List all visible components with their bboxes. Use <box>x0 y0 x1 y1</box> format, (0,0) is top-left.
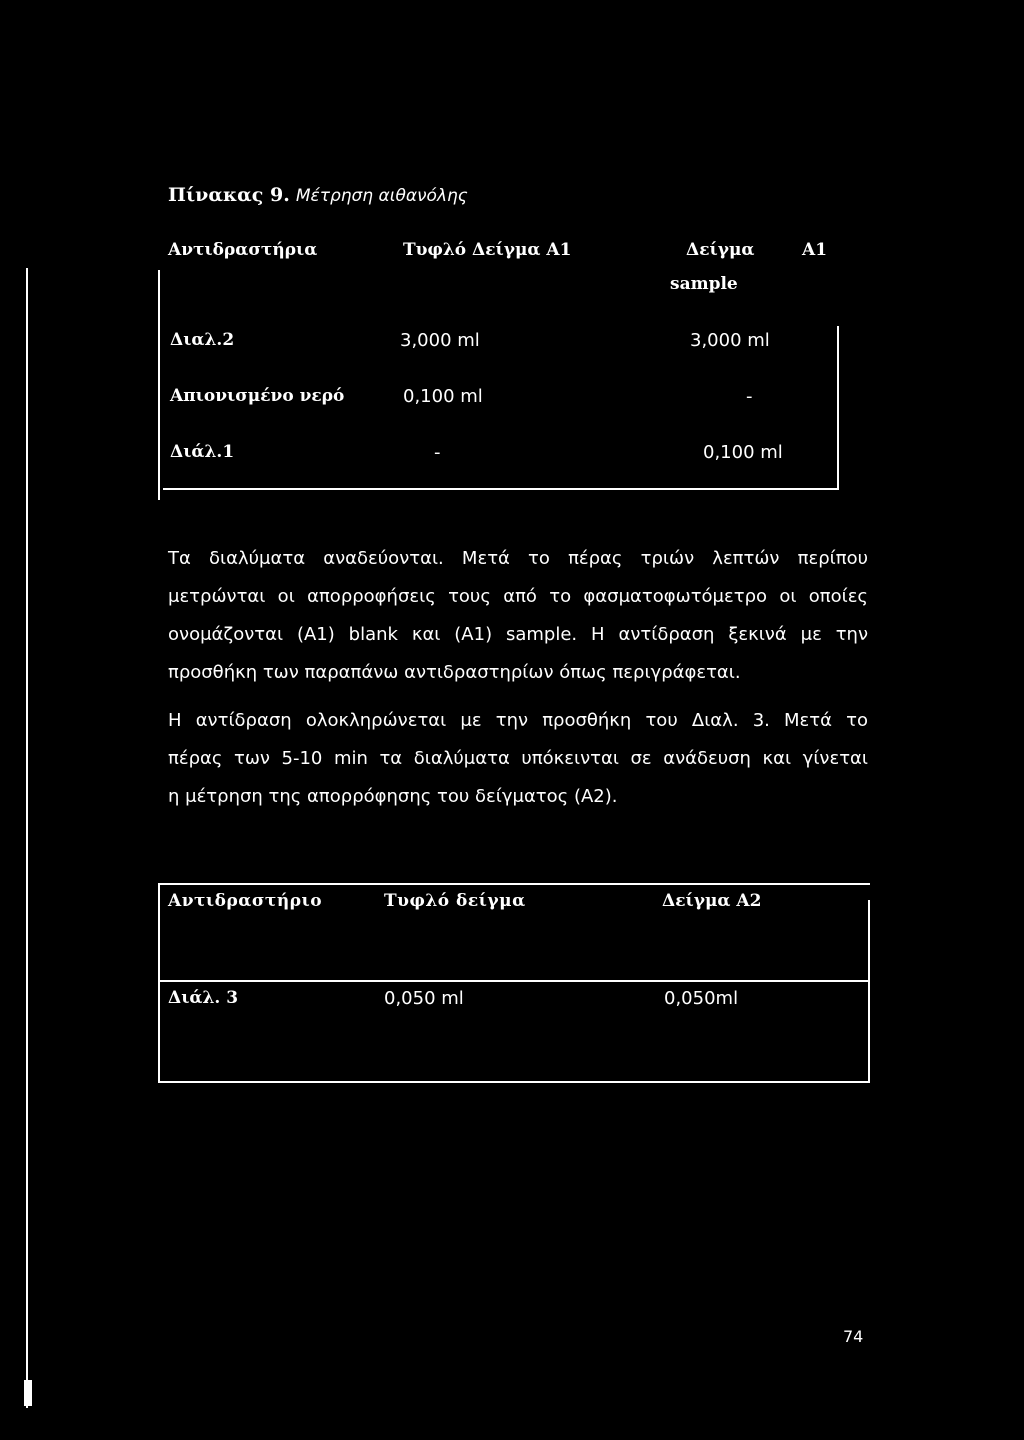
row-blank-value: 0,100 ml <box>403 386 483 407</box>
table2-header-blank: Τυφλό δείγμα <box>384 891 526 911</box>
paragraph-line: Τα διαλύματα αναδεύονται. Μετά το πέρας τριών λεπτών περίπου <box>168 548 868 569</box>
page-margin-rule <box>26 268 28 1408</box>
row-label: Απιονισμένο νερό <box>170 386 345 406</box>
paragraph-line: η μέτρηση της απορρόφησης του δείγματος (Α2). <box>168 786 618 807</box>
header-sample-word: Δείγμα <box>686 240 755 260</box>
row-sample-value: - <box>746 386 753 407</box>
table2-header-sample: Δείγμα Α2 <box>662 891 762 911</box>
paragraph-procedure <box>168 540 868 692</box>
page-margin-mark <box>24 1380 32 1406</box>
header-reagents: Αντιδραστήρια <box>168 240 318 260</box>
row-blank-value: - <box>434 442 441 463</box>
caption-number: Πίνακας 9. <box>168 184 290 206</box>
header-blank-a1: Τυφλό Δείγμα Α1 <box>403 240 572 260</box>
paragraph-line: προσθήκη των παραπάνω αντιδραστηρίων όπως περιγράφεται. <box>168 662 741 683</box>
paragraph-reaction <box>168 702 868 816</box>
row-label: Διαλ.2 <box>170 330 235 350</box>
header-sample-sub: sample <box>670 274 738 294</box>
paragraph-line: μετρώνται οι απορροφήσεις τους από το φασματοφωτόμετρο οι οποίες <box>168 586 868 607</box>
header-sample-code: Α1 <box>802 240 828 260</box>
row-blank-value: 3,000 ml <box>400 330 480 351</box>
table-caption <box>168 184 468 206</box>
table2-row-sample: 0,050ml <box>664 988 739 1009</box>
row-sample-value: 3,000 ml <box>690 330 770 351</box>
page-number: 74 <box>843 1327 864 1346</box>
table2-bottom-border <box>158 1081 870 1083</box>
table-bottom-border <box>163 488 839 490</box>
paragraph-line: Η αντίδραση ολοκληρώνεται με την προσθήκη του Διαλ. 3. Μετά το <box>168 710 868 731</box>
table-left-border <box>158 270 160 500</box>
table2-header-reagent: Αντιδραστήριο <box>168 891 323 911</box>
paragraph-line: ονομάζονται (Α1) blank και (Α1) sample. Η αντίδραση ξεκινά με την <box>168 624 868 645</box>
table2-top-border <box>158 883 870 885</box>
row-sample-value: 0,100 ml <box>703 442 783 463</box>
caption-description: Μέτρηση αιθανόλης <box>295 186 468 206</box>
table2-left-border <box>158 883 160 1083</box>
table-right-border <box>837 326 839 490</box>
table2-right-border <box>868 900 870 1083</box>
table2-row-divider <box>158 980 870 982</box>
row-label: Διάλ.1 <box>170 442 235 462</box>
table2-row-blank: 0,050 ml <box>384 988 464 1009</box>
table2-row-label: Διάλ. 3 <box>168 988 239 1008</box>
paragraph-line: πέρας των 5-10 min τα διαλύματα υπόκεινται σε ανάδευση και γίνεται <box>168 748 868 769</box>
